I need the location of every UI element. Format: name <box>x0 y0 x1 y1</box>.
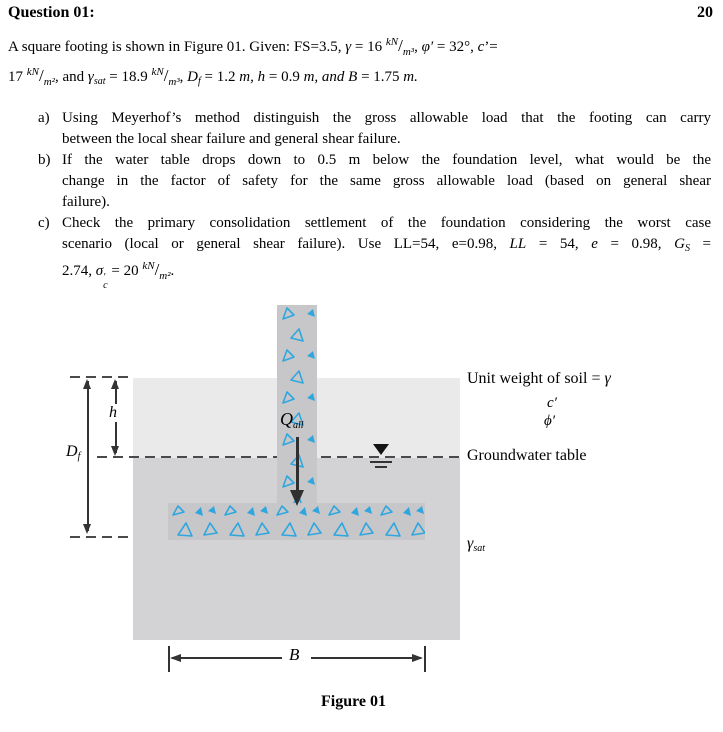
symbol-base: σ <box>95 263 104 279</box>
symbol-subscript: S <box>684 243 690 254</box>
text-run: LL <box>509 236 527 252</box>
symbol-base: D <box>187 69 199 85</box>
df-arrowhead-down-icon <box>83 524 91 534</box>
text-run: . <box>170 263 175 279</box>
text-run: = 16 <box>351 39 386 55</box>
text-run: = 32°, <box>433 39 478 55</box>
text-run: , and <box>54 69 88 85</box>
symbol-base: γ <box>87 69 94 85</box>
unit-weight-label <box>467 370 611 388</box>
symbol-base: Q <box>280 409 293 429</box>
text-run: Using Meyerhof’s method distinguish the gross allowable load that the footing can carry <box>62 110 711 126</box>
part-marker: a) <box>38 110 50 126</box>
symbol-subscript: sat <box>93 76 106 87</box>
load-arrowhead-icon <box>290 490 304 506</box>
symbol-base: D <box>66 443 78 460</box>
b-arrowhead-right-icon <box>412 654 423 662</box>
df-dimension-label <box>64 443 82 462</box>
h-arrowhead-up-icon <box>111 379 119 389</box>
footing-bottom-ref-dash <box>70 536 133 538</box>
text-run: γ <box>604 370 611 387</box>
text-run: = 1.75 <box>357 69 404 85</box>
water-table-tick-1 <box>370 461 392 463</box>
text-run: , <box>414 39 422 55</box>
text-run: = 54, <box>526 236 592 252</box>
b-tick-right <box>424 646 426 672</box>
water-table-triangle-icon <box>373 444 389 455</box>
text-run: = 0.98, <box>597 236 675 252</box>
friction-angle-label <box>544 413 555 430</box>
footing-graphic <box>168 503 425 540</box>
text-run: ϕ′ <box>544 413 556 429</box>
unit-fraction: $^{kN}/_{m^2}$ <box>26 66 55 88</box>
symbol-supsub: ′ c <box>103 272 108 291</box>
text-run: = 20 <box>107 263 143 279</box>
symbol-base: G <box>674 236 685 252</box>
text-run: e <box>591 236 598 252</box>
text-run: = 0.9 <box>265 69 304 85</box>
text-run: m, and B <box>303 69 358 85</box>
text-run: 2.74, <box>62 263 96 279</box>
text-run: between the local shear failure and general shear failure. <box>62 131 401 147</box>
symbol-base: γ <box>467 535 474 552</box>
h-arrowhead-down-icon <box>111 446 119 456</box>
symbol-subscript: f <box>198 76 201 87</box>
text-run: 17 <box>8 69 27 85</box>
text-run: γ <box>345 39 352 55</box>
part-marker: b) <box>38 152 51 168</box>
text-run: Groundwater table <box>467 447 587 464</box>
symbol-subscript: f <box>77 451 81 462</box>
text-run: , <box>179 69 188 85</box>
text-run: = 1.2 <box>200 69 240 85</box>
df-arrowhead-up-icon <box>83 379 91 389</box>
question-title: Question 01: <box>8 4 95 21</box>
text-run: A square footing is shown in Figure 01. Given: FS=3.5, <box>8 39 346 55</box>
part-marker: c) <box>38 215 50 231</box>
symbol-subscript: all <box>293 420 304 431</box>
text-run: h <box>109 404 117 421</box>
df-dimension-shaft <box>87 381 89 531</box>
groundwater-table-label <box>467 447 587 465</box>
symbol-subscript: sat <box>473 543 485 554</box>
cohesion-label <box>547 395 557 412</box>
text-run: c <box>477 39 485 55</box>
text-run: m. <box>403 69 418 85</box>
text-run: ’= <box>484 39 498 55</box>
text-run: Check the primary consolidation settlement of the foundation considering the worst case <box>62 215 711 231</box>
unit-fraction: $^{kN}/_{m^3}$ <box>151 66 180 88</box>
b-line-right <box>311 657 421 659</box>
unit-fraction: $^{kN}/_{m^3}$ <box>385 36 415 58</box>
h-dimension-label <box>107 404 119 422</box>
text-run: If the water table drops down to 0.5 m below the foundation level, what would be the <box>62 152 711 168</box>
gamma-sat-label <box>467 535 485 554</box>
unit-fraction: $^{kN}/_{m^2}$ <box>142 260 171 282</box>
text-run: scenario (local or general shear failure). Use LL=54, e=0.98, <box>62 236 510 252</box>
text-run: B <box>289 645 300 664</box>
ground-surface-ref-dash <box>70 376 133 378</box>
b-line-left <box>172 657 282 659</box>
water-table-tick-2 <box>375 466 387 468</box>
points-badge: 20 <box>697 4 713 21</box>
q-allowable-label <box>280 409 304 431</box>
text-run: = <box>689 236 711 252</box>
b-arrowhead-left-icon <box>170 654 181 662</box>
figure-caption: Figure 01 <box>320 693 387 710</box>
text-run: failure). <box>62 194 110 210</box>
b-dimension-label <box>289 645 299 665</box>
load-arrow-shaft <box>296 437 299 492</box>
text-run: φ′ <box>421 39 434 55</box>
text-run: m, h <box>239 69 266 85</box>
text-run: change in the factor of safety for the same gross allowable load (based on general shear <box>62 173 711 189</box>
text-run: = 18.9 <box>105 69 152 85</box>
text-run: Unit weight of soil = <box>467 370 605 387</box>
text-run: c′ <box>547 395 557 411</box>
